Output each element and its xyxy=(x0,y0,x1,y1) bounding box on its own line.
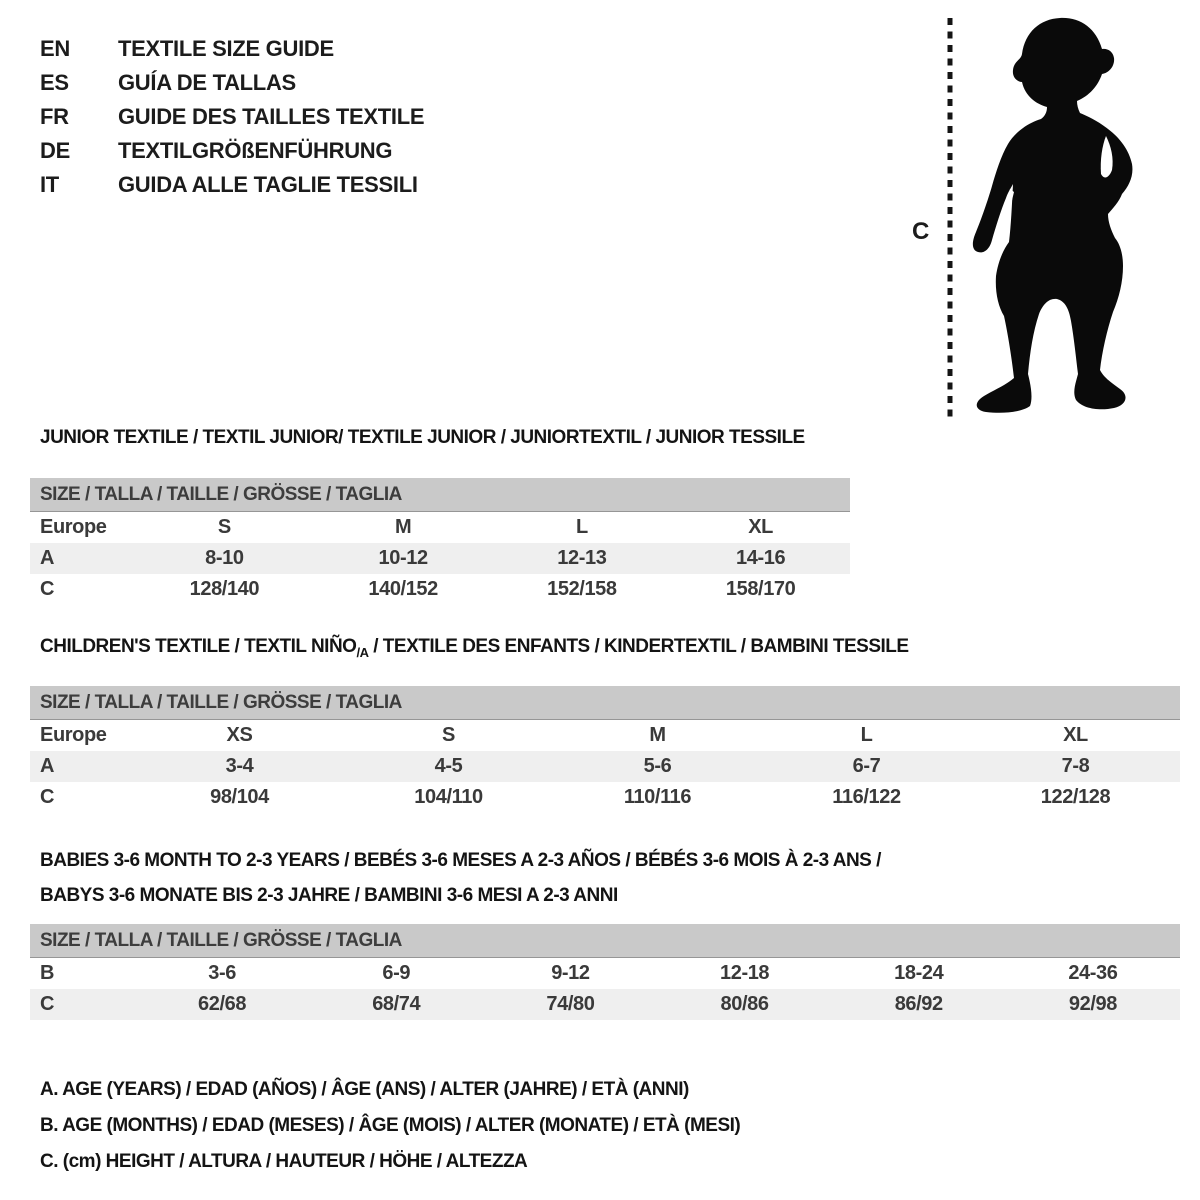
size-cell: L xyxy=(860,724,873,746)
language-title: GUÍA DE TALLAS xyxy=(118,70,296,95)
height-measure-label: C xyxy=(912,218,930,245)
size-cell: L xyxy=(575,516,588,538)
value-cell: 24-36 xyxy=(1068,962,1118,984)
size-cell: M xyxy=(394,516,412,538)
value-cell: 3-6 xyxy=(208,962,236,984)
value-cell: 10-12 xyxy=(378,547,428,569)
size-cell: M xyxy=(649,724,666,746)
babies-title-line2: BABYS 3-6 MONATE BIS 2-3 JAHRE / BAMBINI 3-6 MESI A 2-3 ANNI xyxy=(40,885,618,906)
language-code: EN xyxy=(40,36,70,61)
junior-height-row xyxy=(30,574,850,605)
size-cell: XL xyxy=(1063,724,1088,746)
value-cell: 116/122 xyxy=(832,786,901,808)
value-cell: 4-5 xyxy=(434,755,463,777)
value-cell: 9-12 xyxy=(551,962,590,984)
value-cell: 12-13 xyxy=(557,547,607,569)
value-cell: 122/128 xyxy=(1040,786,1111,808)
value-cell: 5-6 xyxy=(643,755,672,777)
row-label: B xyxy=(40,962,55,984)
junior-size-table xyxy=(30,478,850,605)
children-title-post: / TEXTILE DES ENFANTS / KINDERTEXTIL / BAMBINI TESSILE xyxy=(368,636,909,657)
value-cell: 7-8 xyxy=(1061,755,1090,777)
language-row-fr xyxy=(40,100,424,134)
children-size-row xyxy=(30,720,1180,751)
value-cell: 68/74 xyxy=(372,993,421,1015)
babies-section-title xyxy=(40,843,881,913)
size-cell: S xyxy=(442,724,455,746)
value-cell: 6-9 xyxy=(382,962,411,984)
value-cell: 14-16 xyxy=(736,547,786,569)
language-title: TEXTILGRÖßENFÜHRUNG xyxy=(118,138,393,163)
babies-title-line1: BABIES 3-6 MONTH TO 2-3 YEARS / BEBÉS 3-6 MESES A 2-3 AÑOS / BÉBÉS 3-6 MOIS À 2-3 ANS / xyxy=(40,850,881,871)
language-legend xyxy=(40,32,424,202)
language-code: DE xyxy=(40,138,70,163)
children-title-pre: CHILDREN'S TEXTILE / TEXTIL NIÑO xyxy=(40,636,357,657)
row-label: C xyxy=(40,786,55,808)
measurement-legend xyxy=(40,1072,740,1180)
row-label: A xyxy=(40,547,55,569)
children-age-row xyxy=(30,751,1180,782)
value-cell: 140/152 xyxy=(368,578,438,600)
children-title-sub: /A xyxy=(356,644,369,660)
value-cell: 98/104 xyxy=(210,786,269,808)
value-cell: 92/98 xyxy=(1068,993,1117,1015)
size-cell: XS xyxy=(226,724,253,746)
value-cell: 128/140 xyxy=(189,578,260,600)
children-height-row xyxy=(30,782,1180,813)
junior-size-header-bar: SIZE / TALLA / TAILLE / GRÖSSE / TAGLIA xyxy=(30,478,850,512)
language-code: FR xyxy=(40,104,69,129)
value-cell: 6-7 xyxy=(852,755,881,777)
region-label: Europe xyxy=(40,516,107,538)
row-label: C xyxy=(40,993,55,1015)
language-row-es xyxy=(40,66,424,100)
babies-size-table xyxy=(30,924,1180,1020)
size-cell: XL xyxy=(748,516,773,538)
value-cell: 158/170 xyxy=(725,578,796,600)
language-title: GUIDA ALLE TAGLIE TESSILI xyxy=(118,172,418,197)
row-label: A xyxy=(40,755,55,777)
height-dashed-line xyxy=(946,15,954,421)
children-size-table xyxy=(30,686,1180,813)
junior-age-row xyxy=(30,543,850,574)
babies-height-row xyxy=(30,989,1180,1020)
junior-section-title: JUNIOR TEXTILE / TEXTIL JUNIOR/ TEXTILE JUNIOR / JUNIORTEXTIL / JUNIOR TESSILE xyxy=(40,427,805,448)
language-row-it xyxy=(40,168,424,202)
babies-months-row xyxy=(30,958,1180,989)
language-row-en xyxy=(40,32,424,66)
region-label: Europe xyxy=(40,724,107,746)
children-section-title xyxy=(40,636,909,660)
language-title: GUIDE DES TAILLES TEXTILE xyxy=(118,104,425,129)
value-cell: 18-24 xyxy=(894,962,944,984)
babies-size-header-bar: SIZE / TALLA / TAILLE / GRÖSSE / TAGLIA xyxy=(30,924,1180,958)
value-cell: 74/80 xyxy=(546,993,595,1015)
value-cell: 12-18 xyxy=(720,962,770,984)
value-cell: 104/110 xyxy=(414,786,483,808)
row-label: C xyxy=(40,578,55,600)
value-cell: 8-10 xyxy=(205,547,244,569)
junior-size-row xyxy=(30,512,850,543)
language-code: ES xyxy=(40,70,69,95)
toddler-silhouette-icon xyxy=(968,14,1143,419)
value-cell: 152/158 xyxy=(547,578,617,600)
children-size-header-bar: SIZE / TALLA / TAILLE / GRÖSSE / TAGLIA xyxy=(30,686,1180,720)
value-cell: 80/86 xyxy=(720,993,769,1015)
language-code: IT xyxy=(40,172,59,197)
language-row-de xyxy=(40,134,424,168)
legend-line-a: A. AGE (YEARS) / EDAD (AÑOS) / ÂGE (ANS) / ALTER (JAHRE) / ETÀ (ANNI) xyxy=(40,1079,689,1100)
value-cell: 3-4 xyxy=(225,755,254,777)
value-cell: 62/68 xyxy=(198,993,247,1015)
size-cell: S xyxy=(217,516,231,538)
value-cell: 110/116 xyxy=(623,786,692,808)
language-title: TEXTILE SIZE GUIDE xyxy=(118,36,334,61)
value-cell: 86/92 xyxy=(894,993,943,1015)
legend-line-c: C. (cm) HEIGHT / ALTURA / HAUTEUR / HÖHE / ALTEZZA xyxy=(40,1151,528,1172)
legend-line-b: B. AGE (MONTHS) / EDAD (MESES) / ÂGE (MOIS) / ALTER (MONATE) / ETÀ (MESI) xyxy=(40,1115,741,1136)
